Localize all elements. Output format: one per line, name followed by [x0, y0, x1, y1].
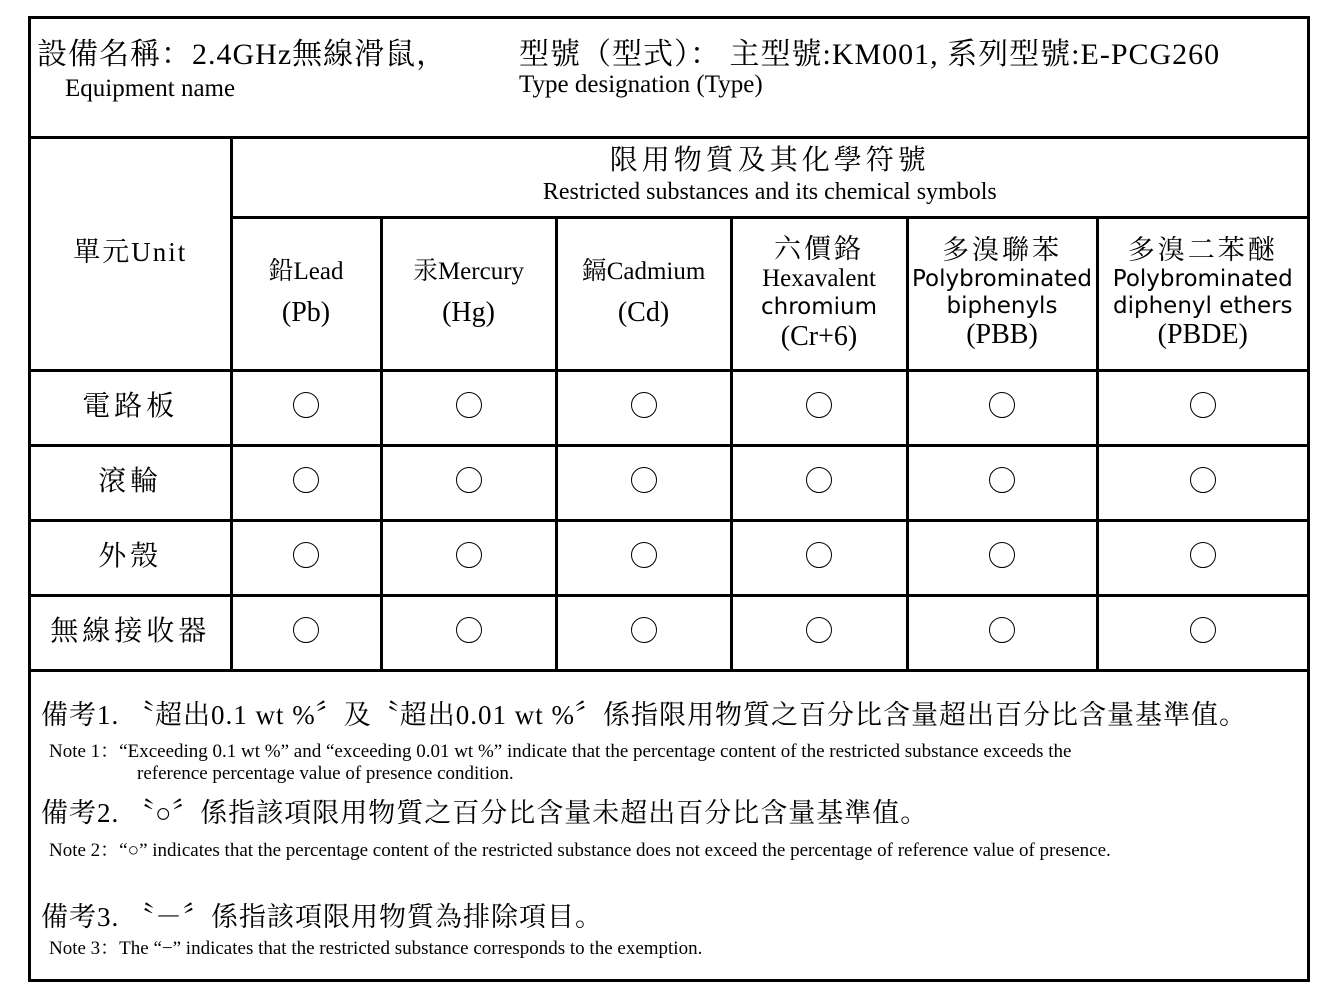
pbde-zh: 多溴二苯醚 — [1127, 235, 1278, 266]
row-0-lead — [231, 370, 381, 445]
row-1-mercury — [381, 445, 556, 520]
circle-mark-icon — [293, 542, 319, 568]
pbb-symbol: (PBB) — [966, 319, 1038, 351]
row-2-lead — [231, 520, 381, 595]
equipment-name-en: Equipment name — [65, 75, 236, 102]
row-0-pbde — [1097, 370, 1307, 445]
circle-mark-icon — [631, 542, 657, 568]
circle-mark-icon — [456, 617, 482, 643]
column-header-pbde — [1097, 217, 1307, 370]
pbde-line1: Polybrominated — [1112, 266, 1293, 293]
type-designation-zh: 型號（型式）： 主型號:KM001, 系列型號:E-PCG260 — [519, 38, 1221, 71]
circle-mark-icon — [456, 392, 482, 418]
row-3-cadmium — [556, 595, 731, 670]
note-1-en-continued: reference percentage value of presence condition. — [137, 763, 514, 784]
note-3-en: Note 3：The “−” indicates that the restricted substance corresponds to the exemption. — [49, 938, 703, 959]
pbb-zh: 多溴聯苯 — [942, 235, 1062, 266]
row-1-lead — [231, 445, 381, 520]
circle-mark-icon — [989, 617, 1015, 643]
note-2-zh: 備考2. 〝○〞係指該項限用物質之百分比含量未超出百分比含量基準值。 — [41, 798, 929, 828]
column-header-mercury — [381, 217, 556, 370]
circle-mark-icon — [1190, 467, 1216, 493]
row-label-scroll-wheel: 滾輪 — [31, 445, 231, 520]
row-2-mercury — [381, 520, 556, 595]
chromium-symbol: (Cr+6) — [780, 320, 858, 352]
substances-group-en: Restricted substances and its chemical symbols — [542, 179, 997, 206]
pbde-symbol: (PBDE) — [1157, 319, 1248, 351]
circle-mark-icon — [1190, 617, 1216, 643]
type-designation-en: Type designation (Type) — [519, 71, 763, 98]
mercury-name: 汞Mercury — [412, 258, 525, 286]
pbde-line2: diphenyl ethers — [1113, 292, 1293, 319]
table-row — [31, 595, 1307, 670]
circle-mark-icon — [293, 467, 319, 493]
row-3-pbb — [907, 595, 1097, 670]
substances-group-zh: 限用物質及其化學符號 — [609, 144, 930, 176]
row-1-chromium — [731, 445, 907, 520]
row-3-lead — [231, 595, 381, 670]
row-label-wireless-receiver: 無線接收器 — [31, 595, 231, 670]
row-2-chromium — [731, 520, 907, 595]
lead-symbol: (Pb) — [281, 296, 331, 328]
circle-mark-icon — [1190, 542, 1216, 568]
row-0-cadmium — [556, 370, 731, 445]
lead-name: 鉛Lead — [268, 258, 344, 286]
row-0-pbb — [907, 370, 1097, 445]
table-row — [31, 445, 1307, 520]
circle-mark-icon — [456, 467, 482, 493]
row-1-cadmium — [556, 445, 731, 520]
row-3-mercury — [381, 595, 556, 670]
row-0-mercury — [381, 370, 556, 445]
circle-mark-icon — [806, 392, 832, 418]
circle-mark-icon — [806, 467, 832, 493]
mercury-symbol: (Hg) — [442, 296, 495, 328]
row-3-chromium — [731, 595, 907, 670]
row-2-pbde — [1097, 520, 1307, 595]
column-header-hexavalent-chromium — [731, 217, 907, 370]
row-1-pbb — [907, 445, 1097, 520]
chromium-zh: 六價鉻 — [774, 234, 864, 265]
equipment-header — [31, 19, 1307, 139]
pbb-line1: Polybrominated — [912, 266, 1092, 293]
row-label-circuit-board: 電路板 — [31, 370, 231, 445]
circle-mark-icon — [989, 467, 1015, 493]
circle-mark-icon — [631, 467, 657, 493]
pbb-line2: biphenyls — [946, 292, 1058, 319]
circle-mark-icon — [806, 617, 832, 643]
rohs-declaration-frame — [28, 16, 1310, 982]
cadmium-name: 鎘Cadmium — [581, 258, 706, 286]
row-0-chromium — [731, 370, 907, 445]
substances-group-header — [231, 136, 1307, 217]
restricted-substances-table — [31, 136, 1307, 672]
row-2-cadmium — [556, 520, 731, 595]
chromium-line2: chromium — [760, 294, 878, 321]
chromium-line1: Hexavalent — [762, 265, 876, 293]
equipment-name-zh: 設備名稱：2.4GHz無線滑鼠， — [37, 38, 448, 71]
column-header-pbb — [907, 217, 1097, 370]
table-row — [31, 370, 1307, 445]
circle-mark-icon — [1190, 392, 1216, 418]
table-row — [31, 520, 1307, 595]
circle-mark-icon — [293, 392, 319, 418]
circle-mark-icon — [631, 392, 657, 418]
note-2-en: Note 2：“○” indicates that the percentage content of the restricted substance does not exceed the percentage of reference value of presence. — [49, 840, 1111, 861]
row-label-housing: 外殼 — [31, 520, 231, 595]
column-header-lead — [231, 217, 381, 370]
circle-mark-icon — [989, 392, 1015, 418]
circle-mark-icon — [989, 542, 1015, 568]
note-1-en: Note 1：“Exceeding 0.1 wt %” and “exceeding 0.01 wt %” indicate that the percentage content of the restricted substance exceeds the — [49, 741, 1072, 762]
row-2-pbb — [907, 520, 1097, 595]
circle-mark-icon — [456, 542, 482, 568]
row-1-pbde — [1097, 445, 1307, 520]
note-1-zh: 備考1. 〝超出0.1 wt %〞及〝超出0.01 wt %〞係指限用物質之百分比含量超出百分比含量基準值。 — [41, 700, 1247, 730]
cadmium-symbol: (Cd) — [617, 296, 670, 328]
circle-mark-icon — [293, 617, 319, 643]
note-3-zh: 備考3. 〝－〞係指該項限用物質為排除項目。 — [41, 902, 603, 932]
column-header-cadmium — [556, 217, 731, 370]
circle-mark-icon — [631, 617, 657, 643]
circle-mark-icon — [806, 542, 832, 568]
unit-header: 單元Unit — [31, 136, 231, 370]
row-3-pbde — [1097, 595, 1307, 670]
